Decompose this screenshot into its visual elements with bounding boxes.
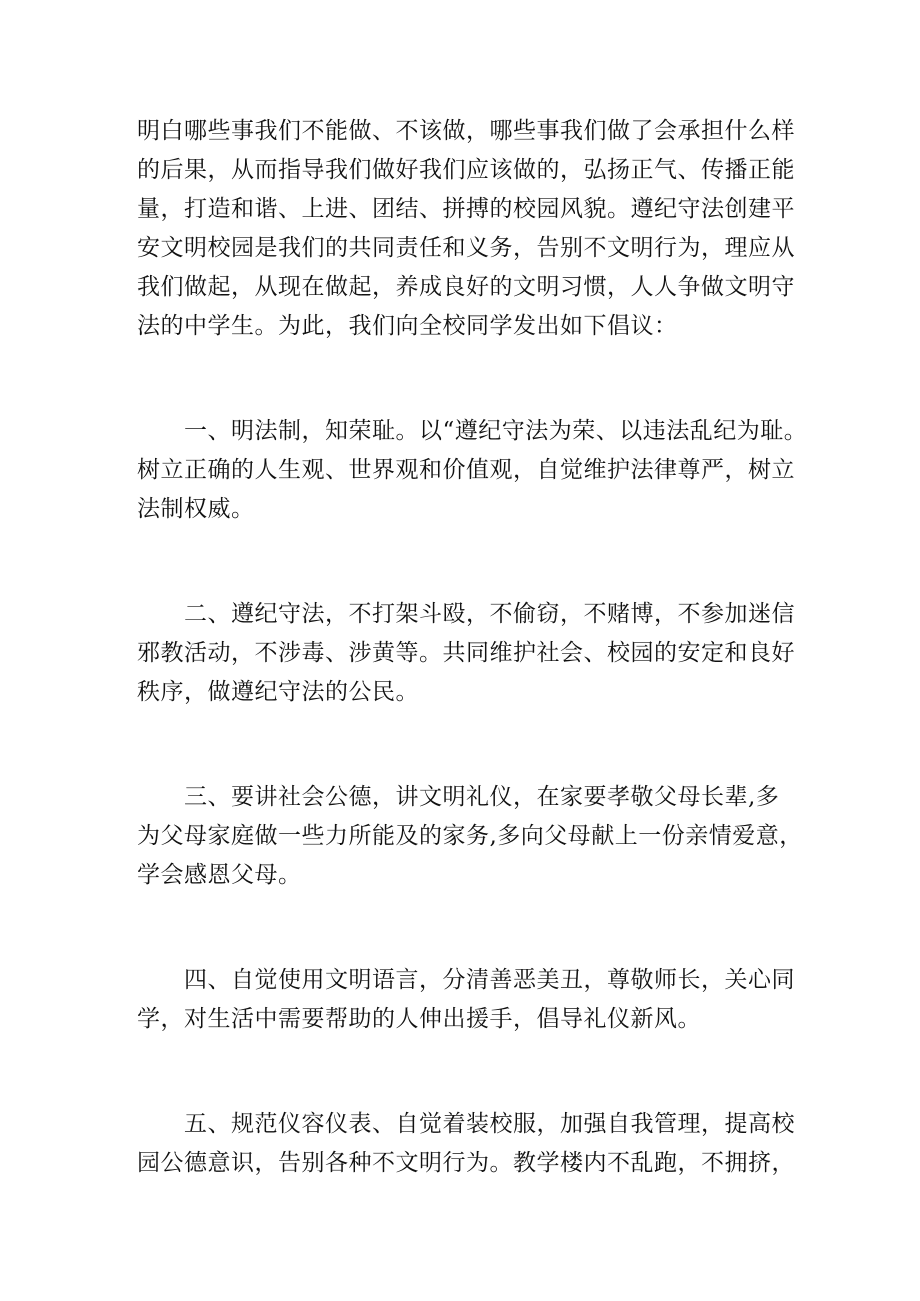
text-line: 量，打造和谐、上进、团结、拼搏的校园风貌。遵纪守法创建平 <box>137 196 795 222</box>
text-line: 的后果，从而指导我们做好我们应该做的，弘扬正气、传播正能 <box>137 157 795 183</box>
text-line: 一、明法制，知荣耻。以“遵纪守法为荣、以违法乱纪为耻。 <box>137 418 808 444</box>
paragraph-intro <box>137 112 797 346</box>
text-line: 三、要讲社会公德，讲文明礼仪，在家要孝敬父母长辈,多 <box>137 784 780 810</box>
text-line: 二、遵纪守法，不打架斗殴，不偷窃，不赌博，不参加迷信 <box>137 601 795 627</box>
text-line: 学，对生活中需要帮助的人伸出援手，倡导礼仪新风。 <box>137 1006 701 1032</box>
paragraph-gap <box>137 712 797 778</box>
text-line: 安文明校园是我们的共同责任和义务，告别不文明行为，理应从 <box>137 235 795 261</box>
text-line: 邪教活动，不涉毒、涉黄等。共同维护社会、校园的安定和良好 <box>137 640 795 666</box>
text-line: 明白哪些事我们不能做、不该做，哪些事我们做了会承担什么样 <box>137 118 795 144</box>
text-line: 法的中学生。为此，我们向全校同学发出如下倡议： <box>137 313 678 339</box>
text-line: 学会感恩父母。 <box>137 862 302 888</box>
text-line: 我们做起，从现在做起，养成良好的文明习惯，人人争做文明守 <box>137 274 795 300</box>
paragraph-item-3 <box>137 778 803 895</box>
paragraph-item-1 <box>137 412 808 529</box>
text-line: 四、自觉使用文明语言，分清善恶美丑，尊敬师长，关心同 <box>137 967 795 993</box>
document-body <box>137 112 808 1183</box>
text-line: 为父母家庭做一些力所能及的家务,多向父母献上一份亲情爱意， <box>137 823 803 849</box>
text-line: 五、规范仪容仪表、自觉着装校服，加强自我管理，提高校 <box>137 1111 795 1137</box>
text-line: 秩序，做遵纪守法的公民。 <box>137 679 419 705</box>
paragraph-item-2 <box>137 595 797 712</box>
text-line: 树立正确的人生观、世界观和价值观，自觉维护法律尊严，树立 <box>137 457 795 483</box>
paragraph-gap <box>137 895 797 961</box>
paragraph-gap <box>137 346 797 412</box>
text-line: 法制权威。 <box>137 496 255 522</box>
paragraph-gap <box>137 1039 797 1105</box>
paragraph-gap <box>137 529 797 595</box>
paragraph-item-4 <box>137 961 797 1039</box>
text-line: 园公德意识，告别各种不文明行为。教学楼内不乱跑，不拥挤， <box>137 1150 795 1176</box>
paragraph-item-5 <box>137 1105 797 1183</box>
